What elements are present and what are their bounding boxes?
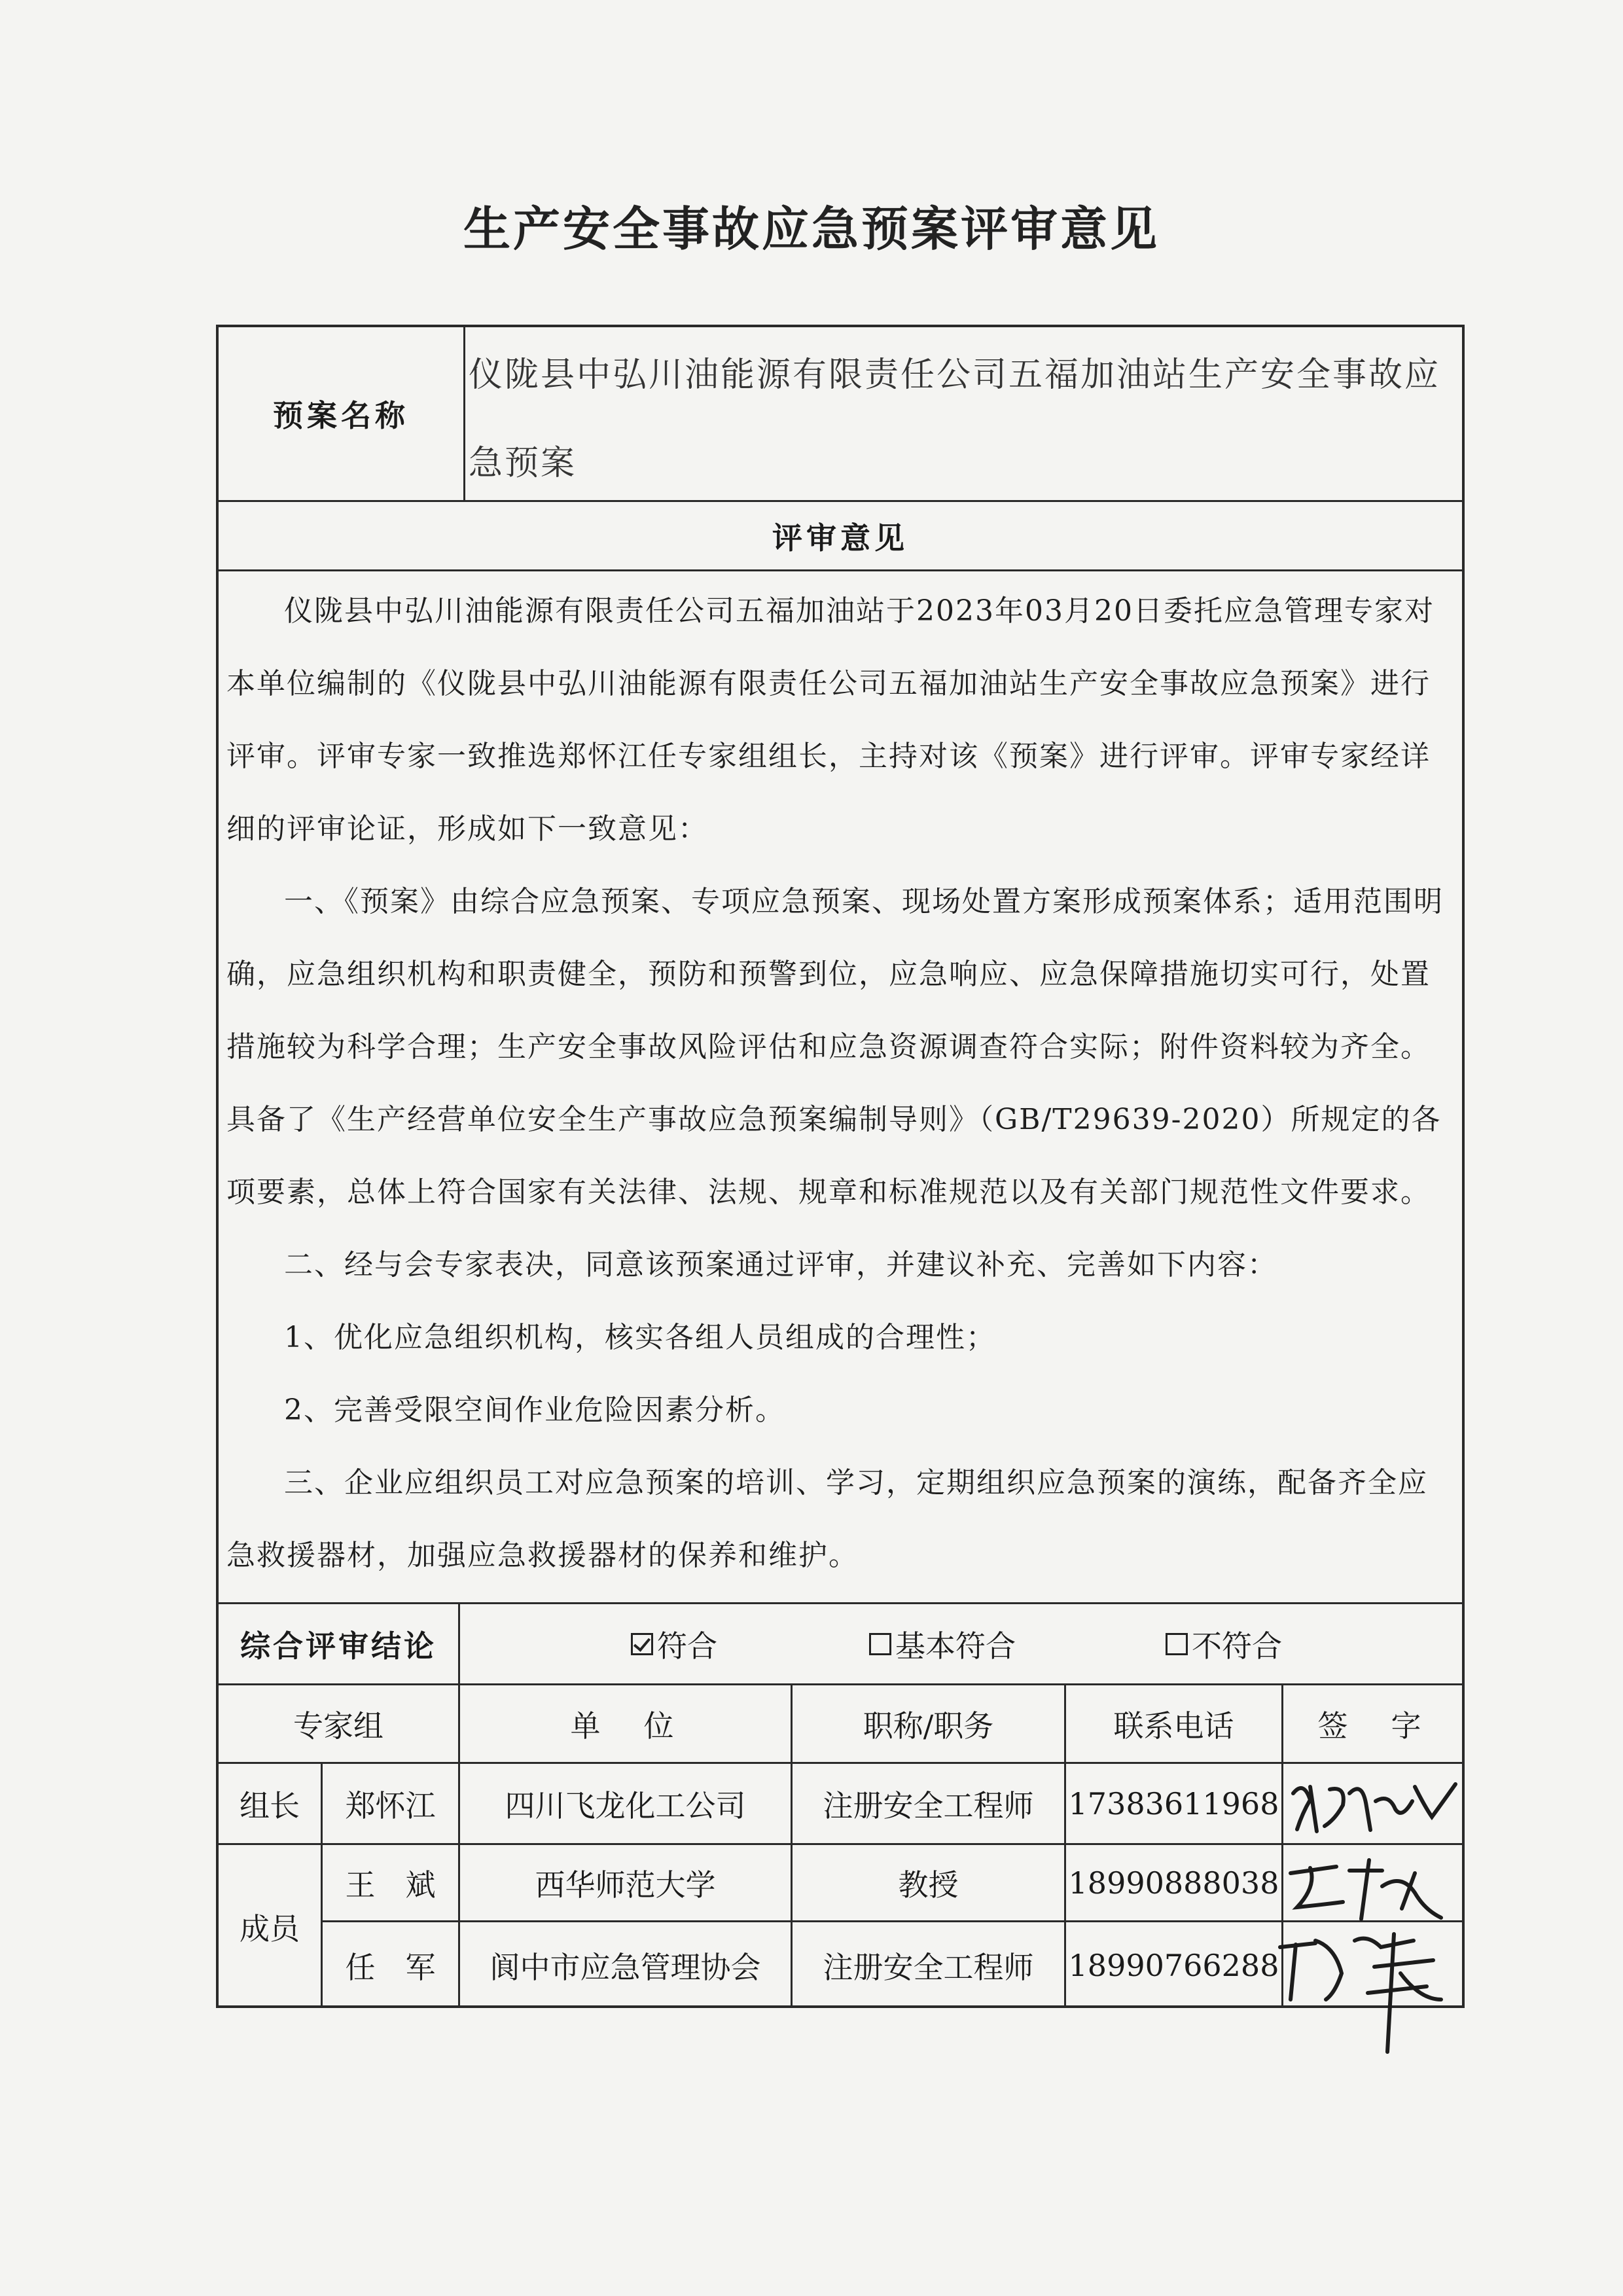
signature-scribble-icon xyxy=(1270,1921,1466,2072)
signature-2 xyxy=(1284,1847,1461,1922)
opinion-paragraph: 2、完善受限空间作业危险因素分析。 xyxy=(284,1393,785,1427)
header-unit: 单 位 xyxy=(570,1708,681,1744)
checkbox-icon[interactable] xyxy=(1166,1633,1188,1655)
expert-unit: 四川飞龙化工公司 xyxy=(505,1787,746,1823)
opinion-body xyxy=(226,575,1457,1592)
header-expert-group: 专家组 xyxy=(293,1708,383,1744)
conclusion-option-basic[interactable] xyxy=(831,1604,1054,1683)
expert-name: 王 斌 xyxy=(345,1867,436,1903)
role-leader: 组长 xyxy=(240,1787,300,1823)
expert-title: 注册安全工程师 xyxy=(823,1949,1034,1985)
expert-phone: 18990766288 xyxy=(1068,1947,1279,1983)
divider xyxy=(463,325,465,501)
conclusion-option-label: 基本符合 xyxy=(895,1628,1016,1664)
header-title: 职称/职务 xyxy=(863,1708,994,1744)
signature-3 xyxy=(1270,1921,1466,2072)
page-title: 生产安全事故应急预案评审意见 xyxy=(463,202,1160,257)
checkbox-icon[interactable] xyxy=(869,1633,891,1655)
expert-name: 任 军 xyxy=(345,1949,436,1985)
expert-title: 注册安全工程师 xyxy=(823,1787,1034,1823)
header-phone: 联系电话 xyxy=(1113,1708,1234,1744)
expert-phone: 17383611968 xyxy=(1068,1785,1279,1821)
opinion-paragraph: 一、《预案》由综合应急预案、专项应急预案、现场处置方案形成预案体系；适用范围明确，应急组织机构和职责健全，预防和预警到位，应急响应、应急保障措施切实可行，处置措施较为科学合理；生产安全事故风险评估和应急资源调查符合实际；附件资料较为齐全。具备了《生产经营单位安全生产事故应急预案编制导则》（GB/T29639-2020）所规定的各项要素，总体上符合国家有关法律、法规、规章和标准规范以及有关部门规范性文件要求。 xyxy=(226,885,1444,1209)
signature-scribble-icon xyxy=(1284,1847,1461,1922)
expert-title: 教授 xyxy=(898,1867,959,1903)
role-member: 成员 xyxy=(240,1910,300,1946)
checkbox-checked-icon[interactable] xyxy=(631,1633,653,1655)
conclusion-option-conform[interactable] xyxy=(589,1604,759,1683)
expert-unit: 西华师范大学 xyxy=(535,1867,716,1903)
opinion-paragraph: 1、优化应急组织机构，核实各组人员组成的合理性； xyxy=(284,1321,996,1354)
divider xyxy=(216,569,1465,571)
plan-name-value: 仪陇县中弘川油能源有限责任公司五福加油站生产安全事故应急预案 xyxy=(469,355,1441,483)
opinion-header: 评审意见 xyxy=(772,520,908,556)
conclusion-label: 综合评审结论 xyxy=(240,1628,437,1664)
plan-name-label: 预案名称 xyxy=(273,398,409,433)
conclusion-option-label: 符合 xyxy=(657,1628,717,1664)
conclusion-option-nonconform[interactable] xyxy=(1126,1604,1322,1683)
expert-phone: 18990888038 xyxy=(1068,1865,1279,1901)
conclusion-option-label: 不符合 xyxy=(1192,1628,1282,1664)
opinion-paragraph: 二、经与会专家表决，同意该预案通过评审，并建议补充、完善如下内容： xyxy=(284,1248,1277,1282)
opinion-paragraph: 三、企业应组织员工对应急预案的培训、学习，定期组织应急预案的演练，配备齐全应急救援器材，加强应急救援器材的保养和维护。 xyxy=(226,1466,1428,1572)
expert-name: 郑怀江 xyxy=(345,1787,436,1823)
expert-unit: 阆中市应急管理协会 xyxy=(490,1949,761,1985)
opinion-paragraph: 仪陇县中弘川油能源有限责任公司五福加油站于2023年03月20日委托应急管理专家对本单位编制的《仪陇县中弘川油能源有限责任公司五福加油站生产安全事故应急预案》进行评审。评审专家一致推选郑怀江任专家组组长，主持对该《预案》进行评审。评审专家经详细的评审论证，形成如下一致意见： xyxy=(226,594,1435,846)
header-signature: 签 字 xyxy=(1317,1708,1428,1744)
signature-scribble-icon xyxy=(1284,1767,1461,1842)
signature-1 xyxy=(1284,1767,1461,1842)
